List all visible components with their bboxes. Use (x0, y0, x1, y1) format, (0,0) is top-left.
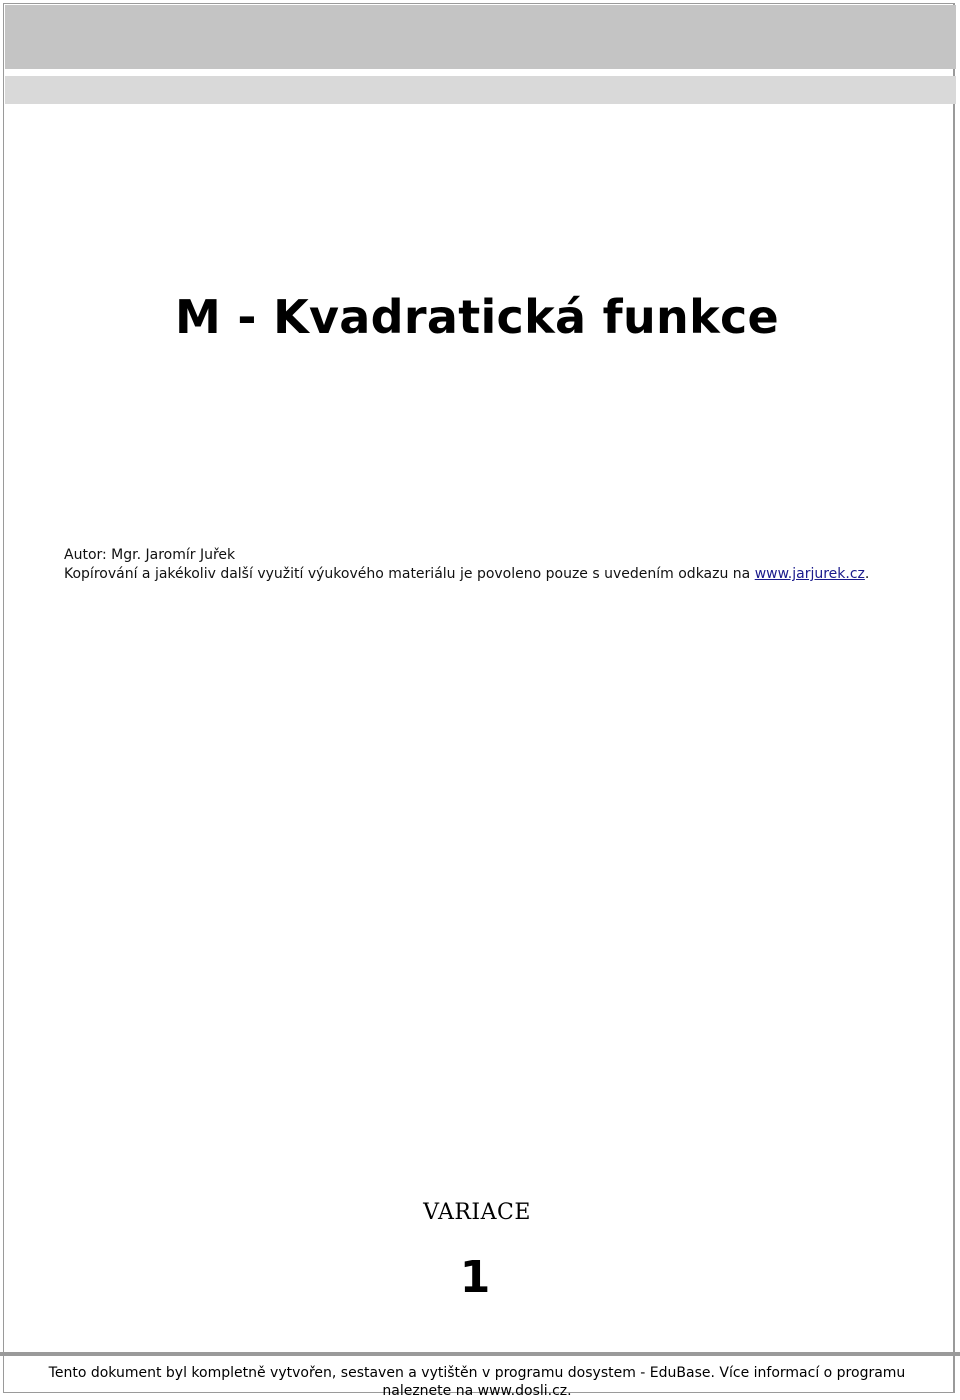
author-line: Autor: Mgr. Jaromír Juřek (64, 547, 236, 563)
copyright-period: . (864, 566, 870, 582)
header-band-top (5, 5, 956, 69)
header-band-sub (5, 76, 956, 104)
footer-note (0, 1364, 954, 1400)
footer-divider (0, 1352, 960, 1356)
copyright-notice (64, 564, 869, 584)
variant-number: 1 (459, 1252, 491, 1303)
copyright-text: Kopírování a jakékoliv další využití výukového materiálu je povoleno pouze s uvedením odkazu na (64, 566, 755, 582)
footer-line-1: Tento dokument byl kompletně vytvořen, sestaven a vytištěn v programu dosystem - EduBase. Více informací o programu (48, 1365, 906, 1381)
document-title: M - Kvadratická funkce (174, 290, 780, 344)
variant-label: VARIACE (423, 1200, 531, 1225)
footer-line-2: naleznete na www.dosli.cz. (382, 1383, 572, 1399)
page-frame (3, 3, 955, 1393)
website-link[interactable]: www.jarjurek.cz (754, 566, 865, 582)
